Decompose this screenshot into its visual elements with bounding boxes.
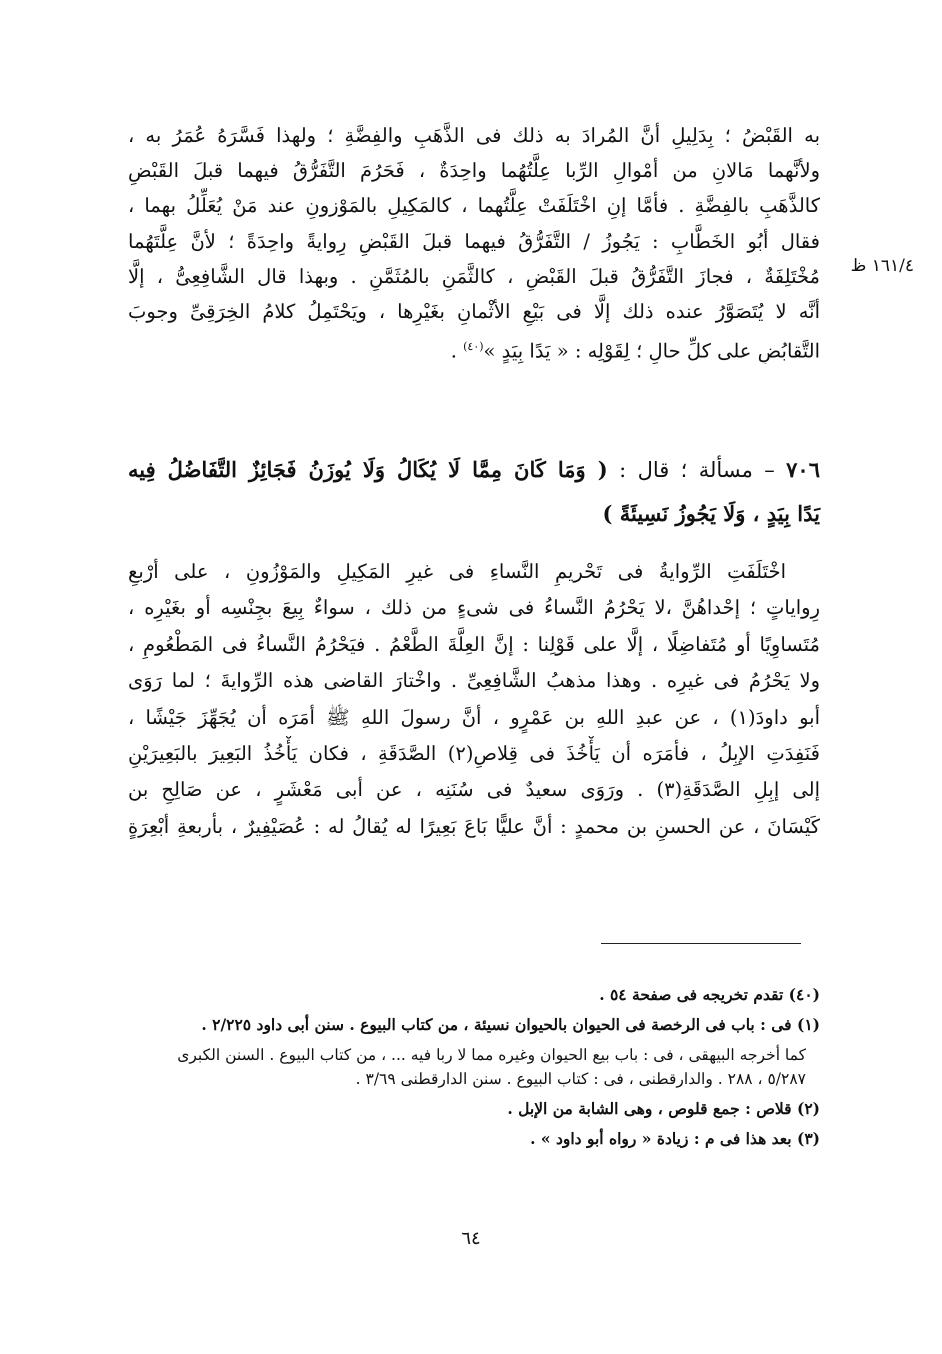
footnote-2: (٢) قلاص : جمع قلوص ، وهى الشابة من الإبل . <box>507 1099 820 1118</box>
text-line: ولأنَّهما مَالانِ من أمْوالِ الرِّبا عِلَّتُهُما واحِدَةٌ ، فَحَرُمَ التَّفَرُّقُ فيهما قبلَ القَبْضِ <box>128 159 820 183</box>
footnote-40: (٤٠) تقدم تخريجه فى صفحة ٥٤ . <box>599 985 820 1004</box>
footnote-divider <box>601 943 801 944</box>
section-label: – مسألة ؛ قال : <box>607 458 787 482</box>
section-number: ٧٠٦ <box>786 457 820 482</box>
heading-text: ( وَمَا كَانَ مِمَّا لَا يُكَالُ وَلَا يُوزَنُ فَجَائِزٌ التَّفَاضُلُ فِيه <box>128 457 608 482</box>
marginal-folio-reference: ١٦١/٤ ظ <box>850 256 914 276</box>
text-line: فَنَفِدَتِ الإبِلُ ، فأمَرَه أن يَأْخُذَ فى قِلاصِ(٢) الصَّدَقَةِ ، فكان يَأْخُذُ البَعِيرَ بالبَعِيرَيْنِ <box>128 741 820 765</box>
text-segment: . <box>450 339 464 363</box>
text-line: كالذَّهَبِ بالفِضَّةِ . فأمَّا إنِ اخْتَلَفَتْ عِلَّتُهما ، كالمَكِيلِ بالمَوْزونِ عند مَنْ يُعَلِّلُ بهما ، <box>128 194 820 218</box>
text-line: مُخْتَلِفَةٌ ، فجازَ التَّفَرُّقُ قبلَ القَبْضِ ، كالثَّمَنِ بالمُثَمَّنِ . وبهذا قال الشَّافِعِىُّ ، إلَّا <box>128 264 820 288</box>
text-line: أنَّه لا يُتَصَوَّرُ عنده ذلك إلَّا فى بَيْعِ الأثْمانِ بغَيْرِها ، ويَحْتَمِلُ كلامُ الخِرَقِىِّ وجوبَ <box>128 299 820 323</box>
footnote-ref-40: (٤٠) <box>463 340 484 354</box>
heading-line-2: يَدًا بِيَدٍ ، وَلَا يَجُوزُ نَسِيئَةً ) <box>602 501 820 526</box>
text-line: إلى إبِلِ الصَّدَقَةِ(٣) . ورَوَى سعيدٌ فى سُنَنِه ، عن أبى مَعْشَرٍ ، عن صَالِحِ بن <box>128 778 820 802</box>
text-line: ولا يَحْرُمُ فى غيرِه . وهذا مذهبُ الشَّافِعِىِّ . واخْتارَ القاضى هذه الرِّوايةَ ؛ لما رَوَى <box>128 669 820 693</box>
page-number: ٦٤ <box>461 1228 481 1249</box>
text-line: رِواياتٍ ؛ إحْداهُنَّ ،لا يَحْرُمُ النَّساءُ فى شىءٍ من ذلك ، سواءٌ بِيعَ بجِنْسِه أو بغَيْرِه ، <box>128 596 820 620</box>
footnote-3: (٣) بعد هذا فى م : زيادة « رواه أبو داود » . <box>530 1129 820 1148</box>
text-segment: التَّقابُضِ على كلِّ حالٍ ؛ لِقَوْلِه : « يَدًا بِيَدٍ » <box>483 339 820 363</box>
footnote-1: (١) فى : باب فى الرخصة فى الحيوان بالحيوان نسيئة ، من كتاب البيوع . سنن أبى داود ٢/٢٢٥ . <box>201 1015 820 1034</box>
text-line: مُتَساوِيًا أو مُتَفاضِلًا ، إلَّا على قَوْلِنا : إنَّ العِلَّةَ الطَّعْمُ . فيَحْرُمُ النَّساءُ فى المَطْعُومِ ، <box>128 632 820 656</box>
footnote-1-continuation: ٥/٢٨٧ ، ٢٨٨ . والدارقطنى ، فى : كتاب البيوع . سنن الدارقطنى ٣/٦٩ . <box>355 1070 806 1088</box>
text-line: به القَبْضُ ؛ بِدَلِيلِ أنَّ المُرادَ به ذلك فى الذَّهَبِ والفِضَّةِ ؛ ولهذا فَسَّرَهُ عُمَرُ به ، <box>128 124 820 147</box>
text-line <box>128 329 820 364</box>
paragraph-1 <box>128 118 820 364</box>
heading-line-1 <box>128 448 820 492</box>
footnotes <box>128 983 820 1157</box>
section-heading <box>128 448 820 536</box>
text-line: فقال أبُو الخَطَّابِ : يَجُوزُ / التَّفَرُّقُ فيهما قبلَ القَبْضِ رِوايةً واحِدَةً ؛ لأنَّ عِلَّتَهُما <box>128 229 820 253</box>
text-line: اخْتَلَفَتِ الرِّوايةُ فى تَحْريمِ النَّساءِ فى غيرِ المَكِيلِ والمَوْزُونِ ، على أرْبعِ <box>128 560 786 583</box>
footnote-1-continuation: كما أخرجه البيهقى ، فى : باب بيع الحيوان وغيره مما لا ربا فيه ... ، من كتاب البيوع . السنن الكبرى <box>177 1046 806 1064</box>
text-line: كَيْسَانَ ، عن الحسنِ بن محمدٍ : أنَّ عليًّا بَاعَ بَعِيرًا له يُقالُ له : عُصَيْفِيرٌ ، بأربعةِ أبْعِرَةٍ <box>128 814 820 838</box>
text-line: أبو داودَ(١) ، عن عبدِ اللهِ بن عَمْرٍو ، أنَّ رسولَ اللهِ ﷺ أمَرَه أن يُجَهِّزَ جَيْشًا ، <box>128 705 820 729</box>
paragraph-2 <box>128 554 820 845</box>
